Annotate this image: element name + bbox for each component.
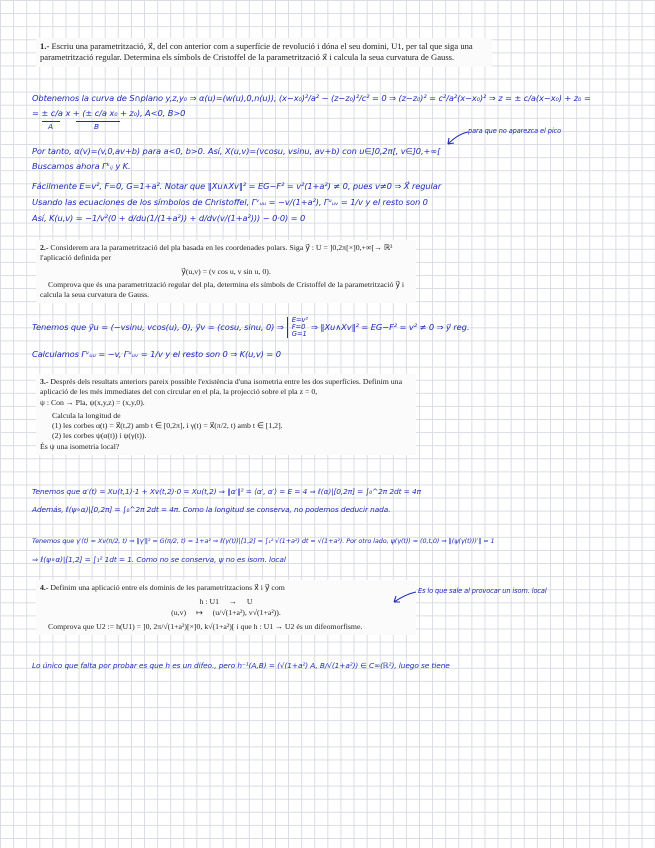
- solution-2-line-1: [32, 317, 469, 338]
- exercise-4-text-1: [40, 583, 412, 593]
- exercise-3-text-4: És ψ una isometria local?: [40, 441, 120, 451]
- exercise-4-number: 4.-: [40, 583, 49, 592]
- map-arrow: →: [229, 597, 237, 607]
- exercise-1-statement: Escriu una parametrització, x⃗, del con anterior com a superfície de revolució i dóna el seu domini, U1, per tal que siga una parametrització regular. Determina els símbols de Cristoffel de la parametrització x⃗ i calcula la seua curvatura de Gauss.: [40, 41, 473, 63]
- exercise-3-statement: Després dels resultats anteriors pareix possible l'existència d'una isometria entre les dos superfícies. Definim una aplicació de les més immediates del con circular en el pla, la projecció sobre el pla z = 0,: [40, 377, 403, 397]
- solution-1-line-1: Obtenemos la curva de S∩plano y,z,y₀ ⇒ α(u)=(w(u),0,n(u)), (x−x₀)²/a² − (z−z₀)²/c² = 0 ⇒ (z−z₀)² = c²/a²(x−x₀)² ⇒ z = ± c/a(x−x₀) + z₀ =: [32, 93, 591, 103]
- exercise-2-text-1: [40, 243, 412, 264]
- map-output: (u/√(1+a²), v√(1+a²)).: [212, 607, 281, 617]
- exercise-1-number: 1.-: [40, 41, 50, 51]
- solution-1-line-7: Así, K(u,v) = −1/v²(0 + d/du(1/(1+a²)) + d/dv(v/(1+a²))) − 0·0) = 0: [32, 213, 306, 223]
- exercise-2-number: 2.-: [40, 243, 49, 252]
- solution-1-line-3: Por tanto, α(v)=(v,0,av+b) para a<0, b>0. Así, X(u,v)=(vcosu, vsinu, av+b) con u∈]0,2π[, v∈]0,+∞[: [32, 146, 441, 156]
- solution-1-line-2: = ± c/a x + (± c/a x₀ + z₀), A<0, B>0: [32, 108, 186, 118]
- solution-3-line-3: Tenemos que γ′(t) = Xv(π/2, t) ⇒ ‖γ′‖² = G(π/2, t) = 1+a² ⇒ ℓ(γ(t))|[1,2] = ∫₁² √(1+a²) dt = √(1+a²). Por otro lado, ψ(γ(t)) = (0,t,0) ⇒ ‖(ψ(γ(t)))′‖ = 1: [32, 537, 495, 545]
- exercise-3-item-2: (2) les corbes ψ(α(t)) i ψ(γ(t)).: [52, 431, 147, 441]
- exercise-2-formula: y⃗(u,v) = (v cos u, v sin u, 0).: [181, 266, 271, 276]
- system-f: F=0: [291, 323, 306, 332]
- solution-2-system: [287, 317, 308, 338]
- exercise-4-text-2: Comprova que U2 := h(U1) = ]0, 2π/√(1+a²)[×]0, k√(1+a²)[ i que h : U1 → U2 és un difeomorfisme.: [48, 621, 363, 631]
- label-b: B: [94, 122, 99, 131]
- label-a: A: [48, 122, 53, 131]
- map-definition-row-1: [40, 597, 412, 607]
- solution-1-line-5: Fácilmente E=v², F=0, G=1+a². Notar que ‖Xu∧Xv‖² = EG−F² = v²(1+a²) ≠ 0, pues v≠0 ⇒ X⃗ regular: [32, 181, 442, 191]
- solution-2-line-2: Calculamos Γᵛᵤᵤ = −v, Γᵘᵤᵥ = 1/v y el resto son 0 ⇒ K(u,v) = 0: [32, 349, 281, 359]
- solution-3-line-1: Tenemos que α′(t) = Xu(t,1)·1 + Xv(t,2)·0 = Xu(t,2) ⇒ ‖α′‖² = ⟨α′, α′⟩ = E = 4 ⇒ ℓ(α)|[0,2π] = ∫₀^2π 2dt = 4π: [32, 487, 421, 496]
- maps-to-arrow: ↦: [196, 607, 203, 617]
- exercise-3-text-3: Calcula la longitud de: [52, 410, 121, 420]
- map-definition-row-2: [40, 608, 412, 618]
- exercise-3-item-1: (1) les corbes α(t) = x⃗(t,2) amb t ∈ [0,2π], i γ(t) = x⃗(π/2, t) amb t ∈ [1,2].: [52, 421, 283, 431]
- exercise-2-text-2: Comprova que és una parametrització regular del pla, determina els símbols de Cristoffel de la parametrització y⃗ i calcula la seua curvatura de Gauss.: [40, 279, 405, 300]
- solution-3-line-2: Además, ℓ(ψ∘α)|[0,2π] = ∫₀^2π 2dt = 4π. Como la longitud se conserva, no podemos deducir nada.: [32, 505, 391, 514]
- map-input: (u,v): [171, 607, 187, 617]
- side-note-4: Es lo que sale al provocar un isom. local: [418, 587, 547, 595]
- solution-3-line-4: ⇒ ℓ(ψ∘α)|[1,2] = ∫₁² 1dt = 1. Como no se conserva, ψ no es isom. local: [32, 555, 286, 564]
- exercise-2-block: [36, 240, 416, 303]
- side-note-1: para que no aparezca el pico: [468, 127, 562, 135]
- exercise-1-block: [36, 38, 492, 67]
- map-domain: h : U1: [199, 597, 220, 607]
- solution-1-line-4: Buscamos ahora Γᵏᵢⱼ y K.: [32, 161, 131, 171]
- solution-2-derivatives: Tenemos que y⃗u = (−vsinu, vcos(u), 0), y⃗v = (cosu, sinu, 0) ⇒: [32, 321, 284, 332]
- exercise-3-number: 3.-: [40, 377, 49, 386]
- exercise-3-block: [36, 374, 416, 455]
- exercise-2-statement: Considerem ara la parametrització del pla basada en les coordenades polars. Siga y⃗ : U = ]0,2π[×]0,+∞[→ ℝ³ l'aplicació definida per: [40, 243, 393, 263]
- system-e: E=v²: [291, 316, 309, 324]
- solution-1-line-6: Usando las ecuaciones de los símbolos de Christoffel, Γᵛᵤᵤ = −v/(1+a²), Γᵘᵤᵥ = 1/v y el resto son 0: [32, 197, 428, 207]
- solution-2-regular: ⇒ ‖Xu∧Xv‖² = EG−F² = v² ≠ 0 ⇒ y⃗ reg.: [311, 321, 470, 332]
- exercise-3-text-1: [40, 377, 412, 398]
- exercise-4-block: [36, 580, 416, 635]
- arrow-icon: [388, 588, 418, 606]
- exercise-1-text: [40, 41, 488, 64]
- exercise-3-text-2: ψ : Con → Pla, ψ(x,y,z) = (x,y,0).: [40, 397, 145, 407]
- system-g: G=1: [291, 330, 307, 339]
- solution-4-line-1: Lo único que falta por probar es que h es un difeo., pero h⁻¹(A,B) = (√(1+a²) A, B/√(1+a²)) ∈ C∞(ℝ²), luego se tiene: [32, 661, 450, 670]
- arrow-icon: [440, 128, 470, 150]
- map-codomain: U: [246, 597, 253, 607]
- exercise-4-statement: Definim una aplicació entre els dominis de les parametritzacions x⃗ i y⃗ com: [50, 583, 285, 592]
